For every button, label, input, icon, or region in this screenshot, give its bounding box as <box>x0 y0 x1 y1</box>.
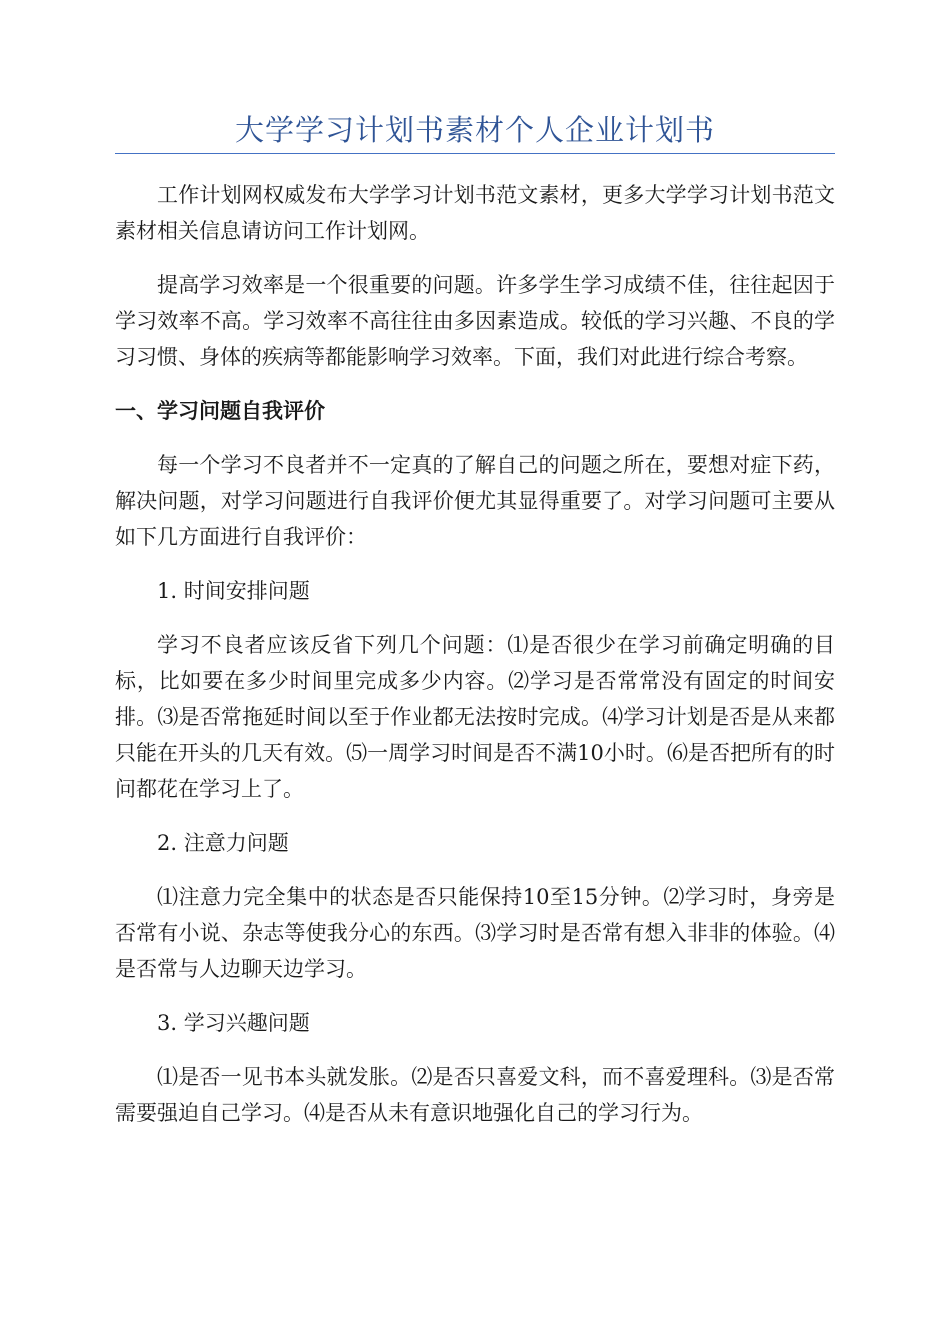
section-heading-1: 一、学习问题自我评价 <box>115 399 325 423</box>
body-paragraph-1: 提高学习效率是一个很重要的问题。许多学生学习成绩不佳，往往起因于学习效率不高。学习效率不高往往由多因素造成。较低的学习兴趣、不良的学习习惯、身体的疾病等都能影响学习效率。下面，我们对此进行综合考察。 <box>115 273 835 369</box>
document-body <box>115 177 835 1149</box>
document-title: 大学学习计划书素材个人企业计划书 <box>234 113 715 147</box>
intro-paragraph: 工作计划网权威发布大学学习计划书范文素材，更多大学学习计划书范文素材相关信息请访问工作计划网。 <box>115 183 835 243</box>
paragraph-interest: ⑴是否一见书本头就发胀。⑵是否只喜爱文科，而不喜爱理科。⑶是否常需要强迫自己学习。⑷是否从未有意识地强化自己的学习行为。 <box>115 1065 835 1125</box>
subheading-attention: 2. 注意力问题 <box>157 831 289 855</box>
subheading-time-arrangement: 1. 时间安排问题 <box>157 579 310 603</box>
subheading-interest: 3. 学习兴趣问题 <box>157 1011 310 1035</box>
title-underline <box>115 153 835 154</box>
paragraph-attention: ⑴注意力完全集中的状态是否只能保持10至15分钟。⑵学习时，身旁是否常有小说、杂志等使我分心的东西。⑶学习时是否常有想入非非的体验。⑷是否常与人边聊天边学习。 <box>115 885 835 981</box>
paragraph-time-arrangement: 学习不良者应该反省下列几个问题：⑴是否很少在学习前确定明确的目标，比如要在多少时间里完成多少内容。⑵学习是否常常没有固定的时间安排。⑶是否常拖延时间以至于作业都无法按时完成。⑷学习计划是否是从来都只能在开头的几天有效。⑸一周学习时间是否不满10小时。⑹是否把所有的时问都花在学习上了。 <box>115 633 835 801</box>
section-1-intro: 每一个学习不良者并不一定真的了解自己的问题之所在，要想对症下药，解决问题，对学习问题进行自我评价便尤其显得重要了。对学习问题可主要从如下几方面进行自我评价： <box>115 453 835 549</box>
